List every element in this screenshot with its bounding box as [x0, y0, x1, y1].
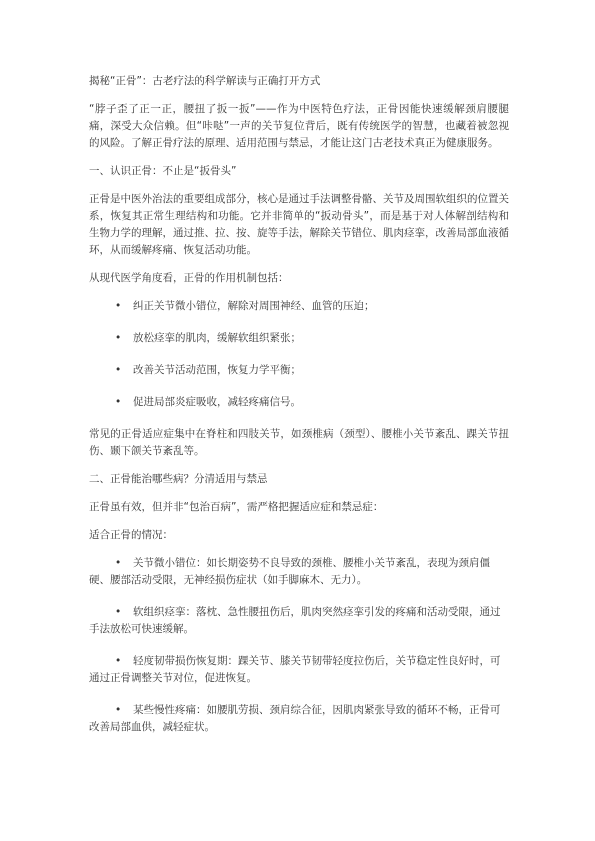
list-item-text: 轻度韧带损伤恢复期：踝关节、膝关节韧带轻度拉伤后，关节稳定性良好时，可通过正骨调整关节对位，促进恢复。 [89, 655, 501, 684]
list-item [89, 555, 509, 589]
bullet-icon: • [115, 557, 122, 569]
bullet-icon: • [115, 332, 122, 344]
bullet-icon: • [115, 704, 122, 716]
list-item-text: 纠正关节微小错位，解除对周围神经、血管的压迫； [133, 300, 375, 312]
suitable-list [89, 555, 509, 736]
list-item-text: 关节微小错位：如长期姿势不良导致的颈椎、腰椎小关节紊乱，表现为颈肩僵硬、腰部活动受限，无神经损伤症状（如手脚麻木、无力）。 [89, 557, 490, 586]
list-item-text: 改善关节活动范围，恢复力学平衡； [133, 364, 301, 376]
list-item [89, 298, 509, 315]
common-indications-paragraph: 常见的正骨适应症集中在脊柱和四肢关节，如颈椎病（颈型）、腰椎小关节紊乱、踝关节扭伤、颞下颌关节紊乱等。 [89, 428, 509, 457]
section2-paragraph: 正骨虽有效，但并非“包治百病”，需严格把握适应症和禁忌症： [89, 501, 384, 513]
mechanism-intro: 从现代医学角度看，正骨的作用机制包括： [89, 272, 289, 284]
bullet-icon: • [115, 364, 122, 376]
list-item-text: 软组织痉挛：落枕、急性腰扭伤后，肌肉突然痉挛引发的疼痛和活动受限，通过手法放松可快速缓解。 [89, 606, 501, 635]
list-item [89, 702, 509, 736]
bullet-icon: • [115, 655, 122, 667]
suitable-heading: 适合正骨的情况： [89, 529, 173, 541]
list-item [89, 362, 509, 379]
section1-heading: 一、认识正骨：不止是“扳骨头” [89, 165, 237, 177]
list-item [89, 394, 509, 411]
list-item [89, 653, 509, 687]
document-title: 揭秘“正骨”：古老疗法的科学解读与正确打开方式 [89, 75, 321, 87]
list-item-text: 促进局部炎症吸收，减轻疼痛信号。 [133, 396, 301, 408]
document-body [89, 73, 509, 751]
bullet-icon: • [115, 606, 122, 618]
intro-paragraph: “脖子歪了正一正，腰扭了扳一扳”——作为中医特色疗法，正骨因能快速缓解颈肩腰腿痛，深受大众信赖。但“咔哒”一声的关节复位背后，既有传统医学的智慧，也藏着被忽视的风险。了解正骨疗法的原理、适用范围与禁忌，才能让这门古老技术真正为健康服务。 [89, 103, 509, 149]
mechanism-list [89, 298, 509, 411]
list-item [89, 330, 509, 347]
list-item-text: 某些慢性疼痛：如腰肌劳损、颈肩综合征，因肌肉紧张导致的循环不畅，正骨可改善局部血供，减轻症状。 [89, 704, 501, 733]
list-item [89, 604, 509, 638]
section1-paragraph: 正骨是中医外治法的重要组成部分，核心是通过手法调整骨骼、关节及周围软组织的位置关系，恢复其正常生理结构和功能。它并非简单的“扳动骨头”，而是基于对人体解剖结构和生物力学的理解，通过推、拉、按、旋等手法，解除关节错位、肌肉痉挛，改善局部血液循环，从而缓解疼痛、恢复活动功能。 [89, 193, 509, 256]
list-item-text: 放松痉挛的肌肉，缓解软组织紧张； [133, 332, 301, 344]
section2-heading: 二、正骨能治哪些病？分清适用与禁忌 [89, 473, 268, 485]
bullet-icon: • [115, 396, 122, 408]
bullet-icon: • [115, 300, 122, 312]
